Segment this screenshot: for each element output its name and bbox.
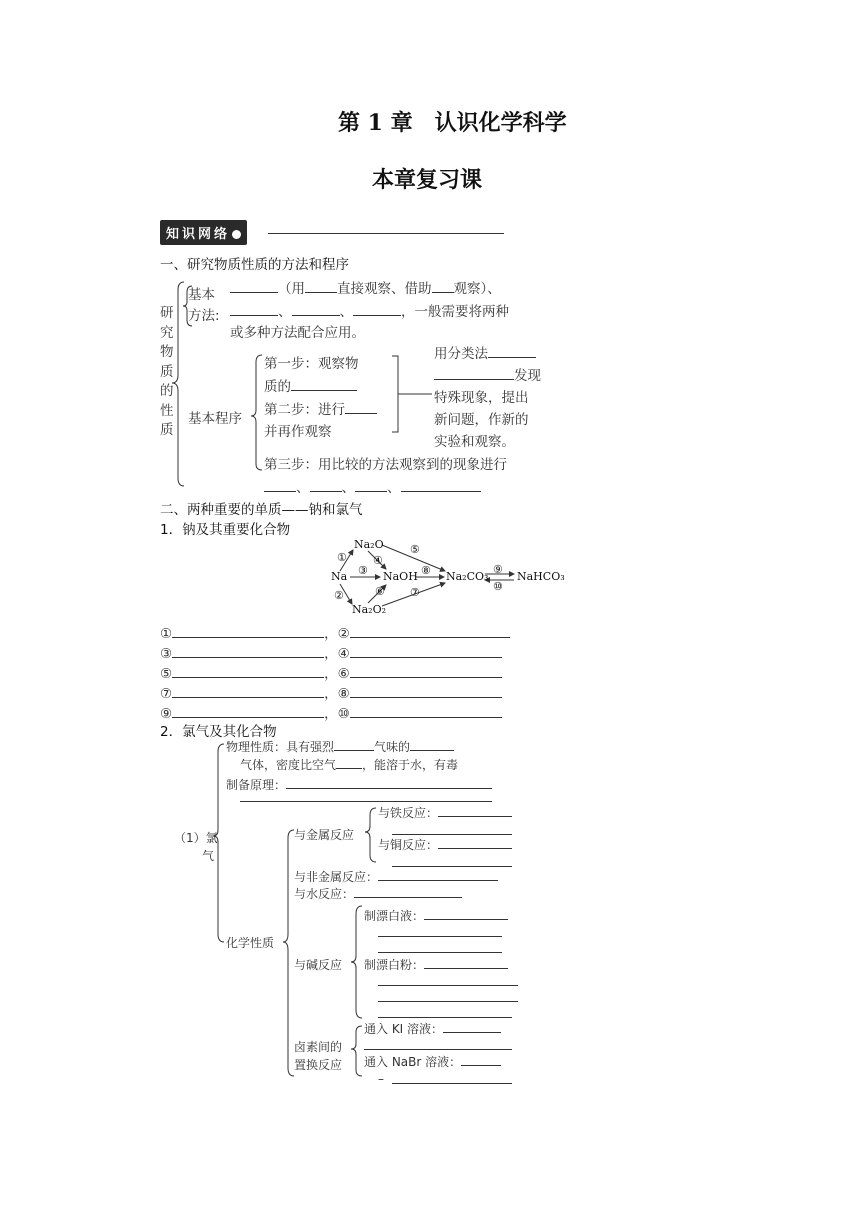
text: ，能溶于水，有毒 xyxy=(362,758,459,772)
side-char: 的 xyxy=(160,383,174,399)
basic-method-label-2: 方法: xyxy=(188,308,220,324)
section2-sub2: 2．氯气及其化合物 xyxy=(160,724,277,740)
text: 通入 KI 溶液： xyxy=(364,1022,444,1036)
base-label: 与碱反应 xyxy=(294,958,343,972)
reaction-num-10: ⑩ xyxy=(493,580,503,593)
reaction-num-9: ⑨ xyxy=(493,563,503,576)
text: 与铜反应： xyxy=(378,838,439,852)
right-5: 实验和观察。 xyxy=(434,434,515,450)
reaction-num-4: ④ xyxy=(373,554,383,567)
iron-blank-2[interactable] xyxy=(392,834,512,835)
chem-na: Na xyxy=(331,570,348,583)
reaction-num-5: ⑤ xyxy=(410,543,420,556)
side-char: 究 xyxy=(160,324,174,341)
text: 与水反应： xyxy=(294,887,355,901)
text: 观察）、 xyxy=(453,281,501,297)
text: 制漂白液： xyxy=(364,909,425,923)
blank[interactable] xyxy=(378,868,498,881)
procedure-label: 基本程序 xyxy=(188,411,242,427)
blank[interactable] xyxy=(336,756,362,769)
blank[interactable] xyxy=(443,1020,501,1033)
blank[interactable] xyxy=(438,804,512,817)
separator: 、 xyxy=(387,480,401,496)
answer-mark: ② xyxy=(337,626,350,642)
separator: 、 xyxy=(339,304,353,320)
copper-line xyxy=(378,836,512,853)
nabr-dash: – xyxy=(378,1072,384,1086)
comma: ， xyxy=(324,666,338,682)
badge-label: 知识网络 xyxy=(166,227,231,242)
answer-mark: ⑥ xyxy=(337,666,350,682)
comma: ， xyxy=(324,646,338,662)
ki-blank-2[interactable] xyxy=(364,1049,512,1050)
text: 用分类法 xyxy=(434,346,488,362)
text: （用 xyxy=(278,281,305,297)
reaction-num-2: ② xyxy=(334,589,344,602)
nabr-line xyxy=(364,1053,501,1070)
answer-mark: ⑤ xyxy=(160,666,173,682)
answer-mark: ⑨ xyxy=(160,706,173,722)
separator: 、 xyxy=(341,480,355,496)
blank[interactable] xyxy=(354,885,462,898)
blank[interactable] xyxy=(424,907,508,920)
step1-a: 第一步：观察物 xyxy=(264,356,359,372)
chem-na2co3: Na₂CO₃ xyxy=(446,570,489,583)
section1-heading: 一、研究物质性质的方法和程序 xyxy=(160,257,349,273)
blank[interactable] xyxy=(438,836,512,849)
bleach-powder-blank-2[interactable] xyxy=(378,985,518,986)
answer-mark: ⑩ xyxy=(337,706,350,722)
chem-prop-label: 化学性质 xyxy=(226,936,275,950)
answer-mark: ③ xyxy=(160,646,173,662)
text: 气味的 xyxy=(374,740,411,754)
section2-heading: 二、两种重要的单质——钠和氯气 xyxy=(160,502,363,518)
reaction-num-1: ① xyxy=(337,551,347,564)
chem-nahco3: NaHCO₃ xyxy=(517,570,565,583)
ki-line xyxy=(364,1020,501,1037)
phys-line2 xyxy=(240,756,458,773)
separator: 、 xyxy=(296,480,310,496)
bleach-powder-blank-3[interactable] xyxy=(378,1001,518,1002)
chem-na2o: Na₂O xyxy=(354,538,384,551)
nonmetal-line xyxy=(294,868,498,885)
halogen-label xyxy=(294,1038,342,1074)
chem-na2o2: Na₂O₂ xyxy=(352,603,387,616)
answer-mark: ⑧ xyxy=(337,686,350,702)
blank[interactable] xyxy=(334,738,374,751)
comma: ， xyxy=(324,626,338,642)
reaction-num-3: ③ xyxy=(358,564,368,577)
copper-blank-2[interactable] xyxy=(392,866,512,867)
lesson-title: 本章复习课 xyxy=(372,167,483,193)
text: 制漂白粉： xyxy=(364,958,425,972)
text: 发现 xyxy=(514,368,541,384)
bleach-liquid-blank-3[interactable] xyxy=(378,952,502,953)
bleach-powder-blank-4[interactable] xyxy=(378,1017,512,1018)
reaction-num-6: ⑥ xyxy=(375,585,385,598)
section2-sub1: 1．钠及其重要化合物 xyxy=(160,522,291,538)
answer-mark: ④ xyxy=(337,646,350,662)
bleach-liquid-line xyxy=(364,907,508,924)
right-4: 新问题，作新的 xyxy=(434,412,529,428)
iron-line xyxy=(378,804,512,821)
bleach-liquid-blank-2[interactable] xyxy=(378,936,502,937)
text: 气体，密度比空气 xyxy=(240,758,337,772)
chapter-title: 第 1 章 认识化学科学 xyxy=(338,110,567,136)
metal-label: 与金属反应 xyxy=(294,828,355,842)
chlorine-label xyxy=(174,829,218,865)
step2-b: 并再作观察 xyxy=(264,424,332,440)
basic-method-line3: 或多种方法配合应用。 xyxy=(230,325,365,341)
answer-mark: ① xyxy=(160,626,173,642)
blank[interactable] xyxy=(410,738,454,751)
halogen-label-a: 卤素间的 xyxy=(294,1040,343,1054)
blank[interactable] xyxy=(424,956,508,969)
text: 质的 xyxy=(264,379,291,395)
text: ，一般需要将两种 xyxy=(401,304,509,320)
text: 第二步：进行 xyxy=(264,402,345,418)
answer-mark: ⑦ xyxy=(160,686,173,702)
chlorine-label-b: 气 xyxy=(202,849,215,863)
nabr-blank-2[interactable] xyxy=(392,1083,512,1084)
text: 与非金属反应： xyxy=(294,870,379,884)
side-char: 质 xyxy=(160,422,174,438)
chlorine-label-a: （1）氯 xyxy=(174,831,218,845)
bleach-powder-line xyxy=(364,956,508,973)
comma: ， xyxy=(324,706,338,722)
basic-method-label-1: 基本 xyxy=(188,287,215,303)
text: 物理性质：具有强烈 xyxy=(226,740,335,754)
side-char: 研 xyxy=(160,305,174,321)
reaction-num-8: ⑧ xyxy=(421,564,431,577)
prep-blank-2[interactable] xyxy=(240,801,492,802)
phys-line1 xyxy=(226,738,454,755)
comma: ， xyxy=(324,686,338,702)
prep-line xyxy=(226,776,492,793)
text: 与铁反应： xyxy=(378,806,439,820)
chem-naoh: NaOH xyxy=(383,570,418,583)
separator: 、 xyxy=(278,304,292,320)
side-char: 性 xyxy=(160,402,174,419)
reaction-num-7: ⑦ xyxy=(410,586,420,599)
halogen-label-b: 置换反应 xyxy=(294,1058,343,1072)
side-char: 质 xyxy=(160,363,174,380)
side-char: 物 xyxy=(160,344,174,360)
text: 制备原理： xyxy=(226,778,287,792)
blank[interactable] xyxy=(461,1053,501,1066)
blank[interactable] xyxy=(286,776,492,789)
step3: 第三步：用比较的方法观察到的现象进行 xyxy=(264,457,507,473)
water-line xyxy=(294,885,462,902)
right-3: 特殊现象，提出 xyxy=(434,390,529,406)
text: 直接观察、借助 xyxy=(337,281,432,297)
text: 通入 NaBr 溶液： xyxy=(364,1055,462,1069)
